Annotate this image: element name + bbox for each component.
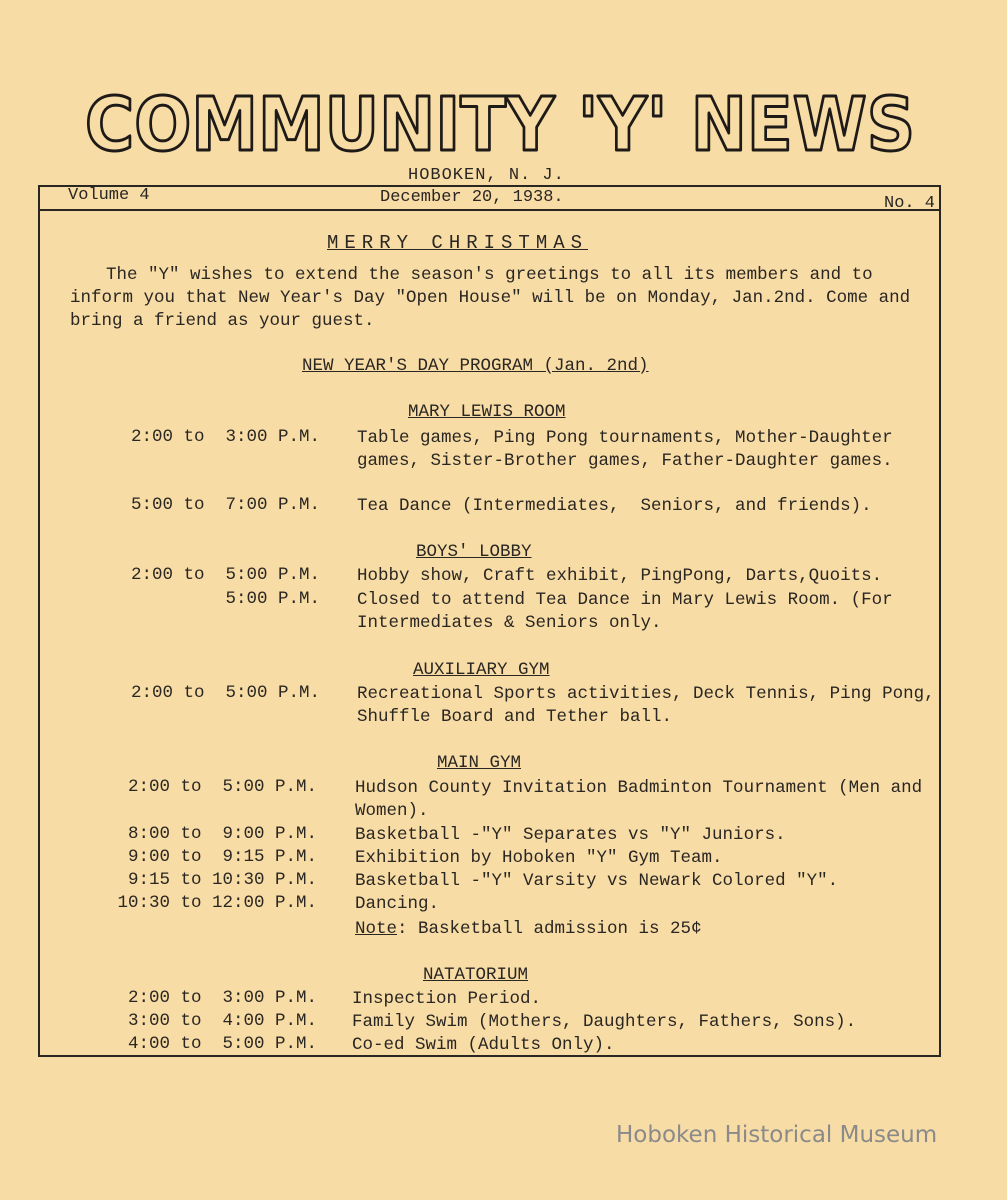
section-heading-mary-lewis-room: MARY LEWIS ROOM	[408, 402, 566, 422]
masthead-lettering	[70, 82, 930, 172]
time-slot: 8:00 to 9:00 P.M.	[127, 824, 317, 844]
time-slot: 2:00 to 5:00 P.M.	[130, 565, 320, 585]
museum-watermark: Hoboken Historical Museum	[616, 1122, 938, 1148]
admission-note	[355, 919, 702, 939]
activity: Hudson County Invitation Badminton Tournament (Men and Women).	[355, 778, 923, 821]
time-slot: 2:00 to 3:00 P.M.	[127, 988, 317, 1008]
time-slot: 2:00 to 5:00 P.M.	[130, 683, 320, 703]
city-line: HOBOKEN, N. J.	[408, 166, 565, 185]
activity: Table games, Ping Pong tournaments, Mother-Daughter games, Sister-Brother games, Father-Daughter games.	[357, 428, 893, 471]
masthead-text: COMMUNITY 'Y' NEWS	[85, 82, 915, 168]
section-heading-main-gym: MAIN GYM	[437, 753, 522, 773]
activity: Recreational Sports activities, Deck Tennis, Ping Pong, Shuffle Board and Tether ball.	[357, 684, 935, 727]
volume-label: Volume 4	[68, 186, 150, 205]
section-heading-boys-lobby: BOYS' LOBBY	[416, 542, 532, 562]
header-divider	[38, 209, 941, 211]
activity: Exhibition by Hoboken "Y" Gym Team.	[355, 848, 723, 868]
time-slot: 3:00 to 4:00 P.M.	[127, 1011, 317, 1031]
time-slot: 2:00 to 5:00 P.M.	[127, 777, 317, 797]
activity: Closed to attend Tea Dance in Mary Lewis Room. (For Intermediates & Seniors only.	[357, 590, 893, 633]
issue-number: No. 4	[884, 194, 936, 213]
section-heading-auxiliary-gym: AUXILIARY GYM	[413, 660, 550, 680]
time-slot: 2:00 to 3:00 P.M.	[130, 427, 320, 447]
greeting-title: MERRY CHRISTMAS	[327, 232, 589, 254]
activity: Basketball -"Y" Separates vs "Y" Juniors.	[355, 825, 786, 845]
time-slot: 5:00 to 7:00 P.M.	[130, 495, 320, 515]
time-slot: 10:30 to 12:00 P.M.	[117, 893, 317, 913]
section-heading-natatorium: NATATORIUM	[423, 965, 529, 985]
activity: Basketball -"Y" Varsity vs Newark Colored "Y".	[355, 871, 839, 891]
activity: Hobby show, Craft exhibit, PingPong, Darts,Quoits.	[357, 566, 883, 586]
time-slot: 4:00 to 5:00 P.M.	[127, 1034, 317, 1054]
activity: Co-ed Swim (Adults Only).	[352, 1035, 615, 1055]
issue-date: December 20, 1938.	[380, 188, 564, 207]
note-label: Note	[355, 919, 398, 939]
masthead-title	[70, 82, 930, 172]
time-slot: 9:15 to 10:30 P.M.	[127, 870, 317, 890]
activity: Tea Dance (Intermediates, Seniors, and friends).	[357, 496, 872, 516]
time-slot: 9:00 to 9:15 P.M.	[127, 847, 317, 867]
time-slot: 5:00 P.M.	[225, 589, 320, 609]
greeting-body: The "Y" wishes to extend the season's greetings to all its members and to inform you that New Year's Day "Open House" will be on Monday, Jan.2nd. Come and bring a friend as your guest.	[70, 265, 911, 331]
activity: Dancing.	[355, 894, 440, 914]
note-text: : Basketball admission is 25¢	[397, 919, 702, 939]
activity: Inspection Period.	[352, 989, 542, 1009]
program-title: NEW YEAR'S DAY PROGRAM (Jan. 2nd)	[302, 356, 649, 376]
activity: Family Swim (Mothers, Daughters, Fathers, Sons).	[352, 1012, 857, 1032]
